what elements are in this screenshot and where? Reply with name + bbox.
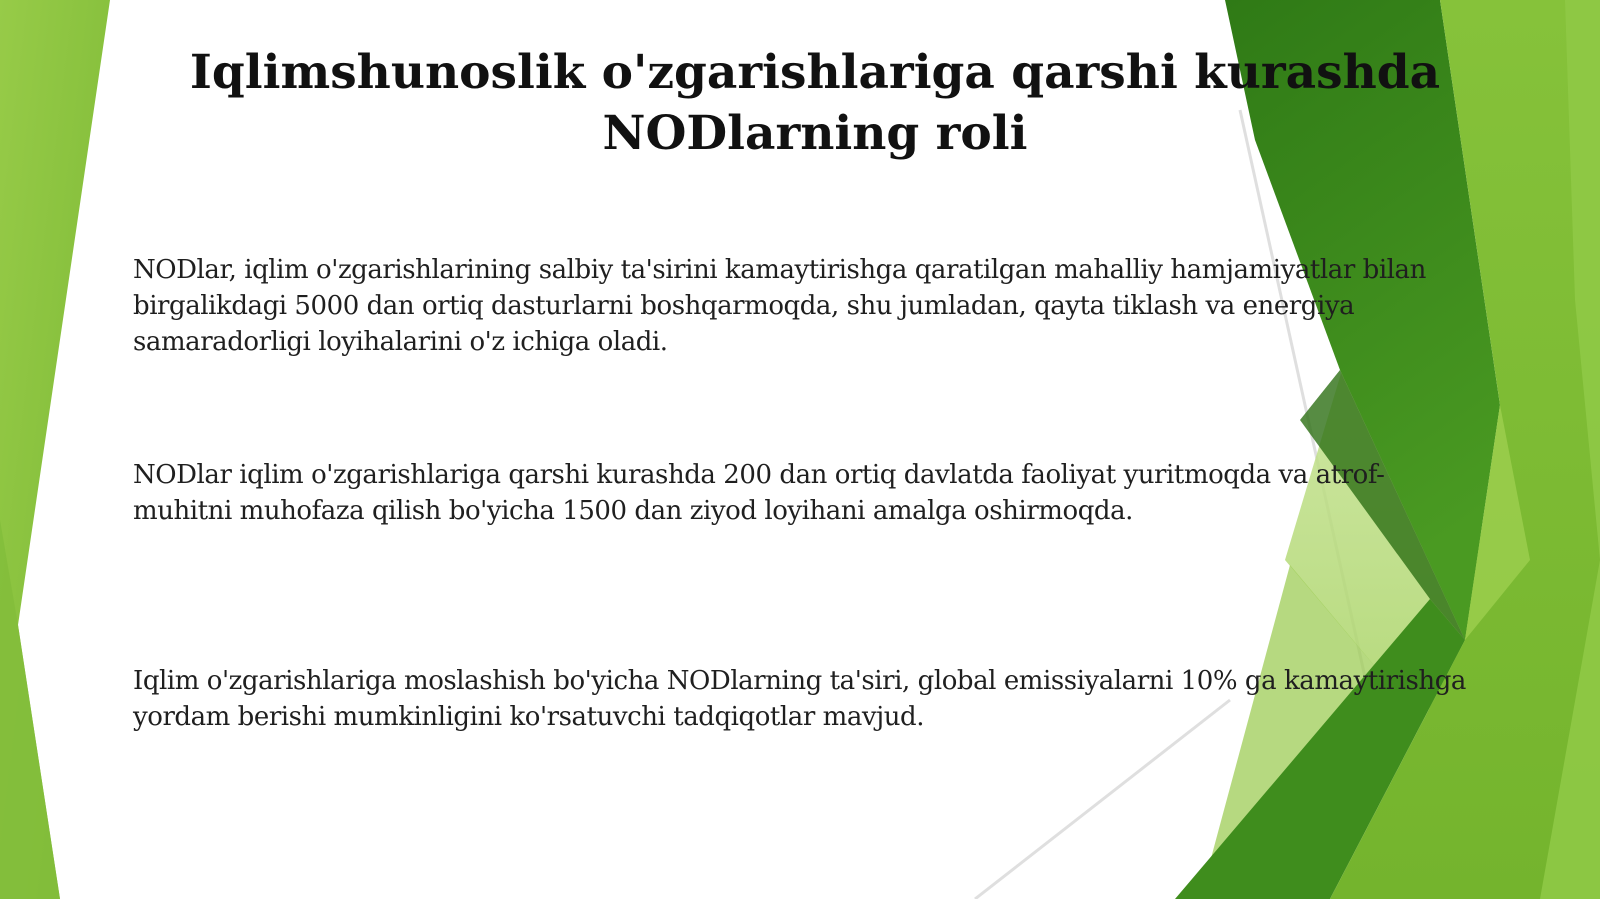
slide-title-line-1: Iqlimshunoslik o'zgarishlariga qarshi kurashda (189, 45, 1441, 100)
slide-title-line-2: NODlarning roli (602, 106, 1028, 161)
body-paragraph-1: NODlar, iqlim o'zgarishlarining salbiy ta'sirini kamaytirishga qaratilgan mahalliy hamjamiyatlar bilan birgalikdagi 5000 dan ortiq dasturlarni boshqarmoqda, shu jumladan, qayta tiklash va energiya samaradorligi loyihalarini o'z ichiga oladi. (133, 255, 1426, 357)
slide-title (150, 42, 1480, 164)
body-paragraph-3: Iqlim o'zgarishlariga moslashish bo'yicha NODlarning ta'siri, global emissiyalarni 10% ga kamaytirishga yordam berishi mumkinligini ko'rsatuvchi tadqiqotlar mavjud. (133, 666, 1466, 732)
body-paragraph-2: NODlar iqlim o'zgarishlariga qarshi kurashda 200 dan ortiq davlatda faoliyat yuritmoqda va atrof-muhitni muhofaza qilish bo'yicha 1500 dan ziyod loyihani amalga oshirmoqda. (133, 460, 1385, 526)
left-facet-shape (0, 0, 110, 899)
